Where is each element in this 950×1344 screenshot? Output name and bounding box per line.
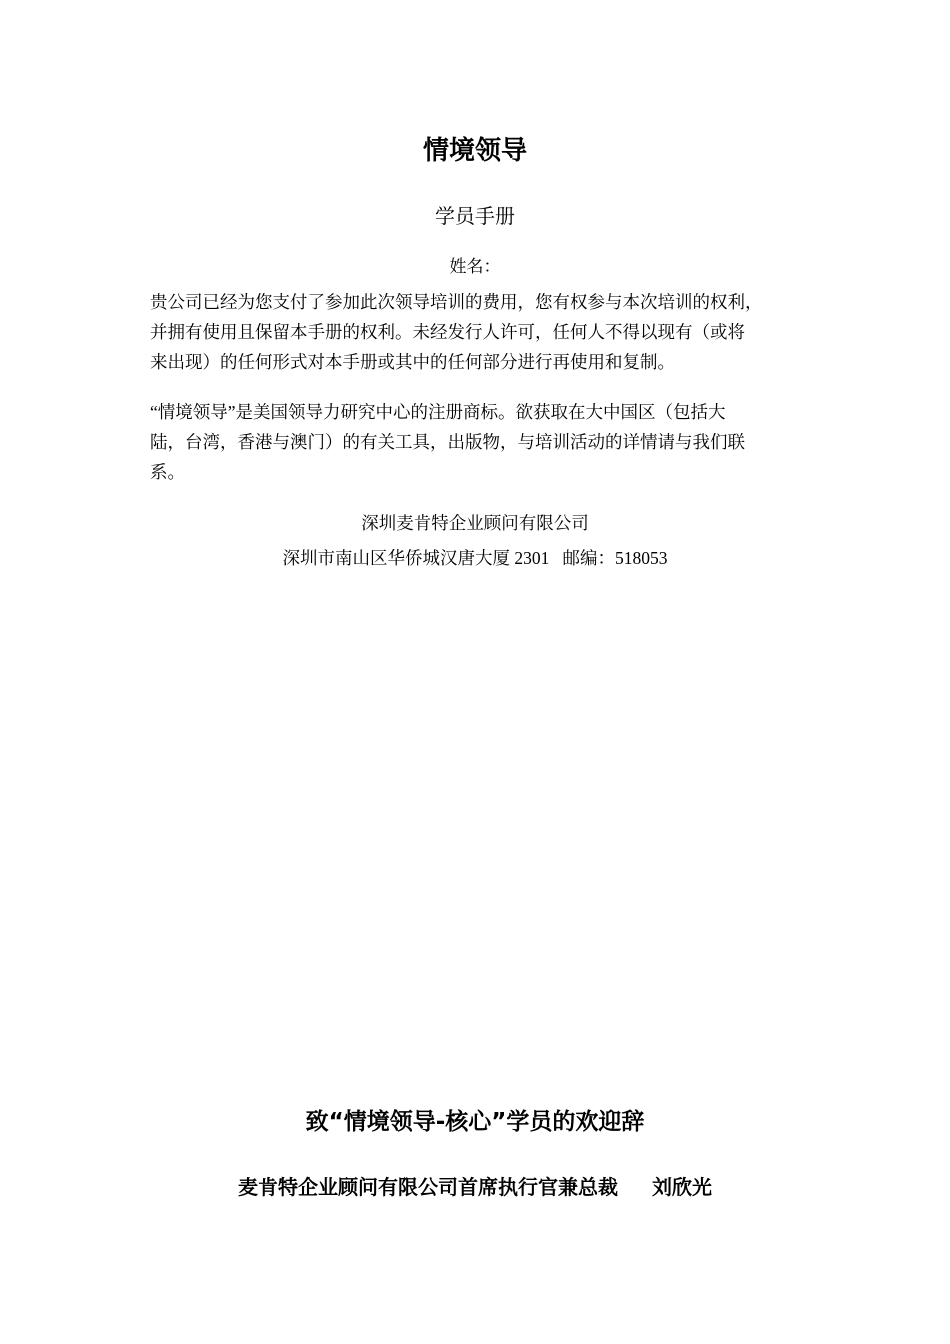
- trademark-line: 系。: [150, 462, 185, 482]
- copyright-paragraph: [150, 287, 810, 377]
- signature-role: 麦肯特企业顾问有限公司首席执行官兼总裁: [238, 1175, 618, 1199]
- trademark-line: “情境领导”是美国领导力研究中心的注册商标。欲获取在大中国区（包括大: [150, 402, 726, 422]
- company-address-line: [0, 544, 950, 572]
- copyright-line: 并拥有使用且保留本手册的权利。未经发行人许可，任何人不得以现有（或将: [150, 322, 745, 342]
- document-subtitle: 学员手册: [435, 206, 515, 228]
- welcome-title: 致“情境领导-核心”学员的欢迎辞: [305, 1109, 645, 1135]
- copyright-line: 来出现）的任何形式对本手册或其中的任何部分进行再使用和复制。: [150, 352, 675, 372]
- copyright-line: 贵公司已经为您支付了参加此次领导培训的费用，您有权参与本次培训的权利，: [150, 292, 763, 312]
- signature-name: 刘欣光: [652, 1175, 712, 1199]
- company-address: 深圳市南山区华侨城汉唐大厦 2301: [282, 548, 550, 568]
- name-field-label: 姓名：: [449, 257, 501, 276]
- signature-line: [0, 1171, 950, 1203]
- company-postcode: 邮编：518053: [562, 548, 668, 568]
- trademark-line: 陆，台湾，香港与澳门）的有关工具，出版物，与培训活动的详情请与我们联: [150, 432, 745, 452]
- document-title: 情境领导: [422, 136, 527, 166]
- company-name: 深圳麦肯特企业顾问有限公司: [361, 513, 589, 533]
- trademark-paragraph: [150, 397, 810, 487]
